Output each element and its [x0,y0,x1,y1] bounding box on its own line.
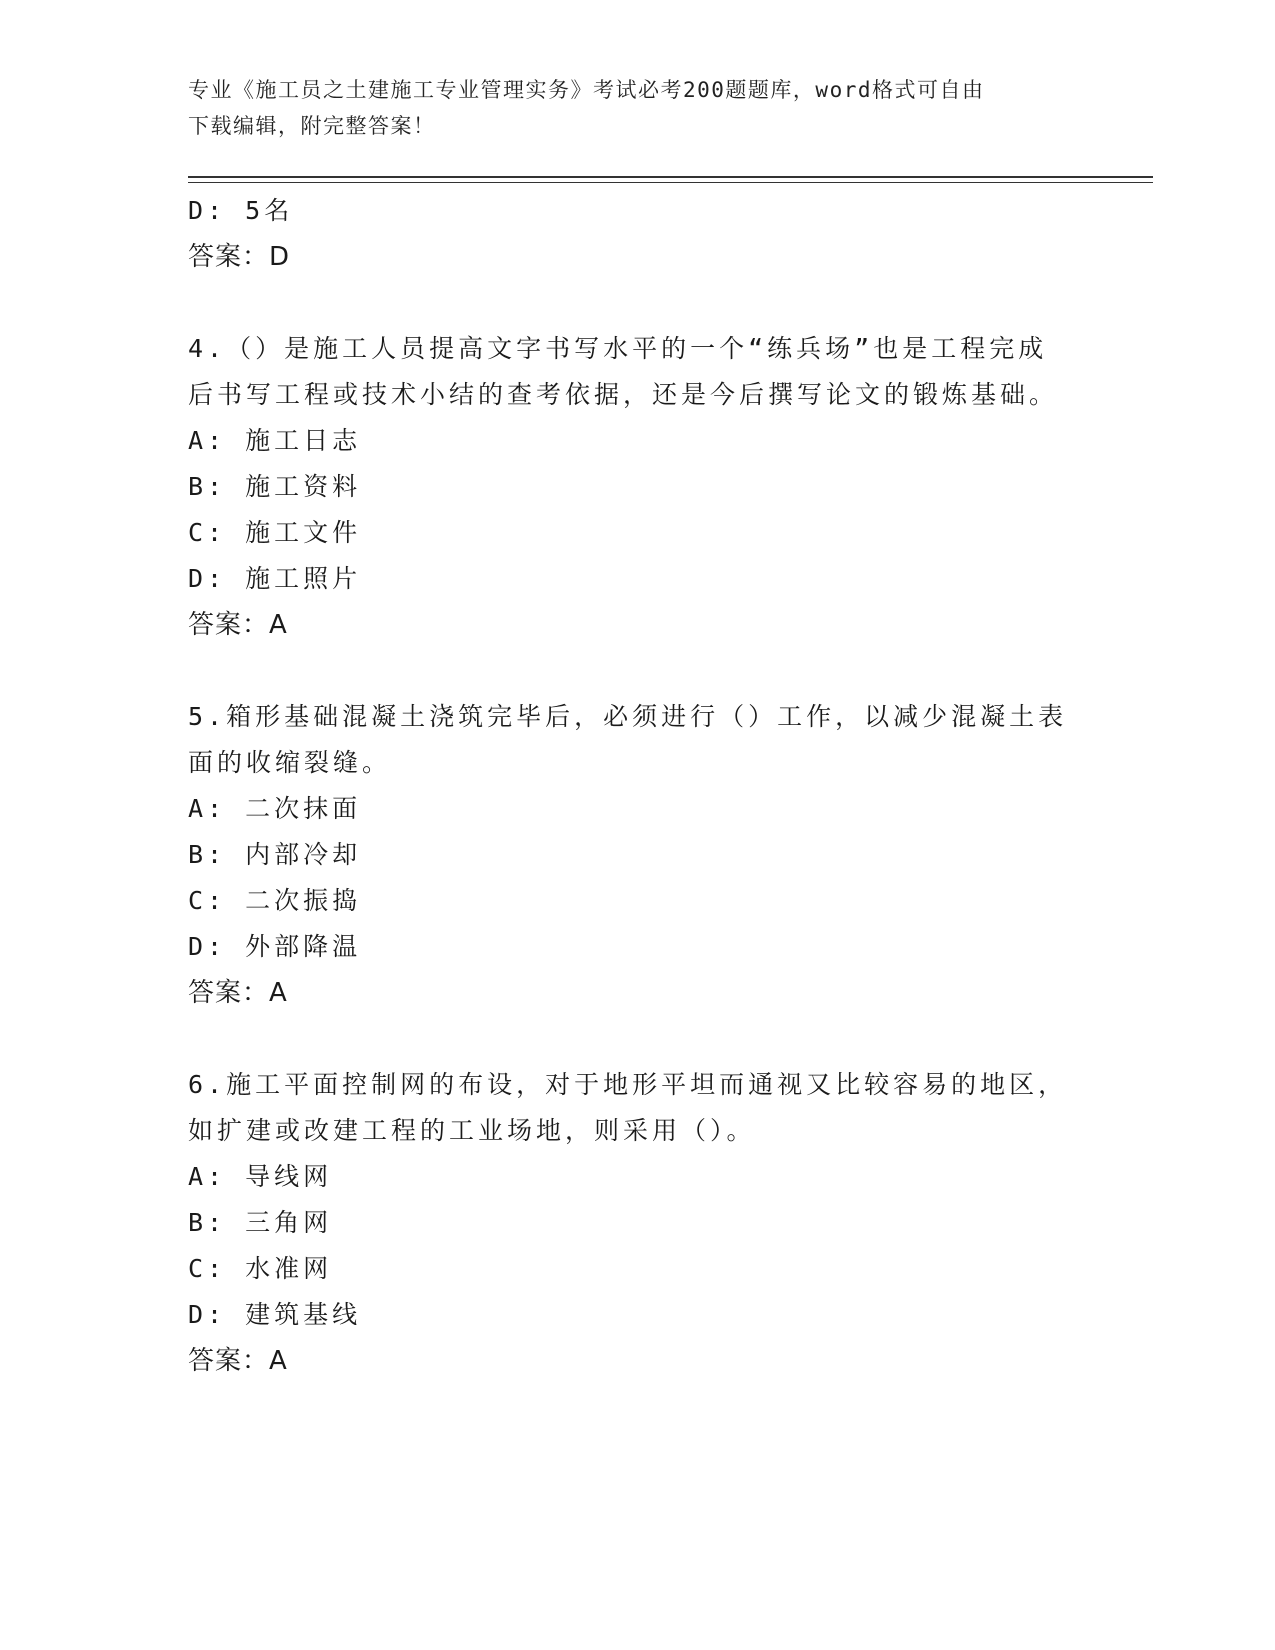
question-6 [188,1062,1108,1384]
question-stem-line-2: 面的收缩裂缝。 [188,748,392,777]
option-d: D: 施工照片 [188,564,362,593]
question-stem-line-1: 6.施工平面控制网的布设，对于地形平坦而通视又比较容易的地区， [188,1070,1068,1099]
header-divider-thick [188,176,1153,178]
question-stem-line-1: 4.（）是施工人员提高文字书写水平的一个“练兵场”也是工程完成 [188,334,1048,363]
option-a: A: 导线网 [188,1162,333,1191]
answer-label: 答案：A [188,978,288,1008]
question-stem-line-2: 后书写工程或技术小结的查考依据，还是今后撰写论文的锻炼基础。 [188,380,1059,409]
option-b: B: 内部冷却 [188,840,362,869]
question-3-continued [188,188,1108,280]
option-d: D: 5名 [188,196,294,225]
option-a: A: 施工日志 [188,426,362,455]
option-c: C: 施工文件 [188,518,362,547]
option-a: A: 二次抹面 [188,794,362,823]
header-line-2: 下载编辑，附完整答案！ [188,114,436,138]
option-d: D: 建筑基线 [188,1300,362,1329]
spacer [188,648,1108,694]
answer-label: 答案：D [188,242,291,272]
question-4 [188,326,1108,648]
question-stem-line-1: 5.箱形基础混凝土浇筑完毕后，必须进行（）工作，以减少混凝土表 [188,702,1068,731]
spacer [188,1016,1108,1062]
question-stem-line-2: 如扩建或改建工程的工业场地，则采用（）。 [188,1116,756,1145]
spacer [188,280,1108,326]
option-d: D: 外部降温 [188,932,362,961]
question-list [188,188,1108,1384]
header-divider-thin [188,182,1153,183]
option-b: B: 施工资料 [188,472,362,501]
header-line-1: 专业《施工员之土建施工专业管理实务》考试必考200题题库，word格式可自由 [188,78,985,102]
question-5 [188,694,1108,1016]
option-b: B: 三角网 [188,1208,333,1237]
document-header [188,72,1068,144]
option-c: C: 水准网 [188,1254,333,1283]
answer-label: 答案：A [188,610,288,640]
answer-label: 答案：A [188,1346,288,1376]
option-c: C: 二次振捣 [188,886,362,915]
